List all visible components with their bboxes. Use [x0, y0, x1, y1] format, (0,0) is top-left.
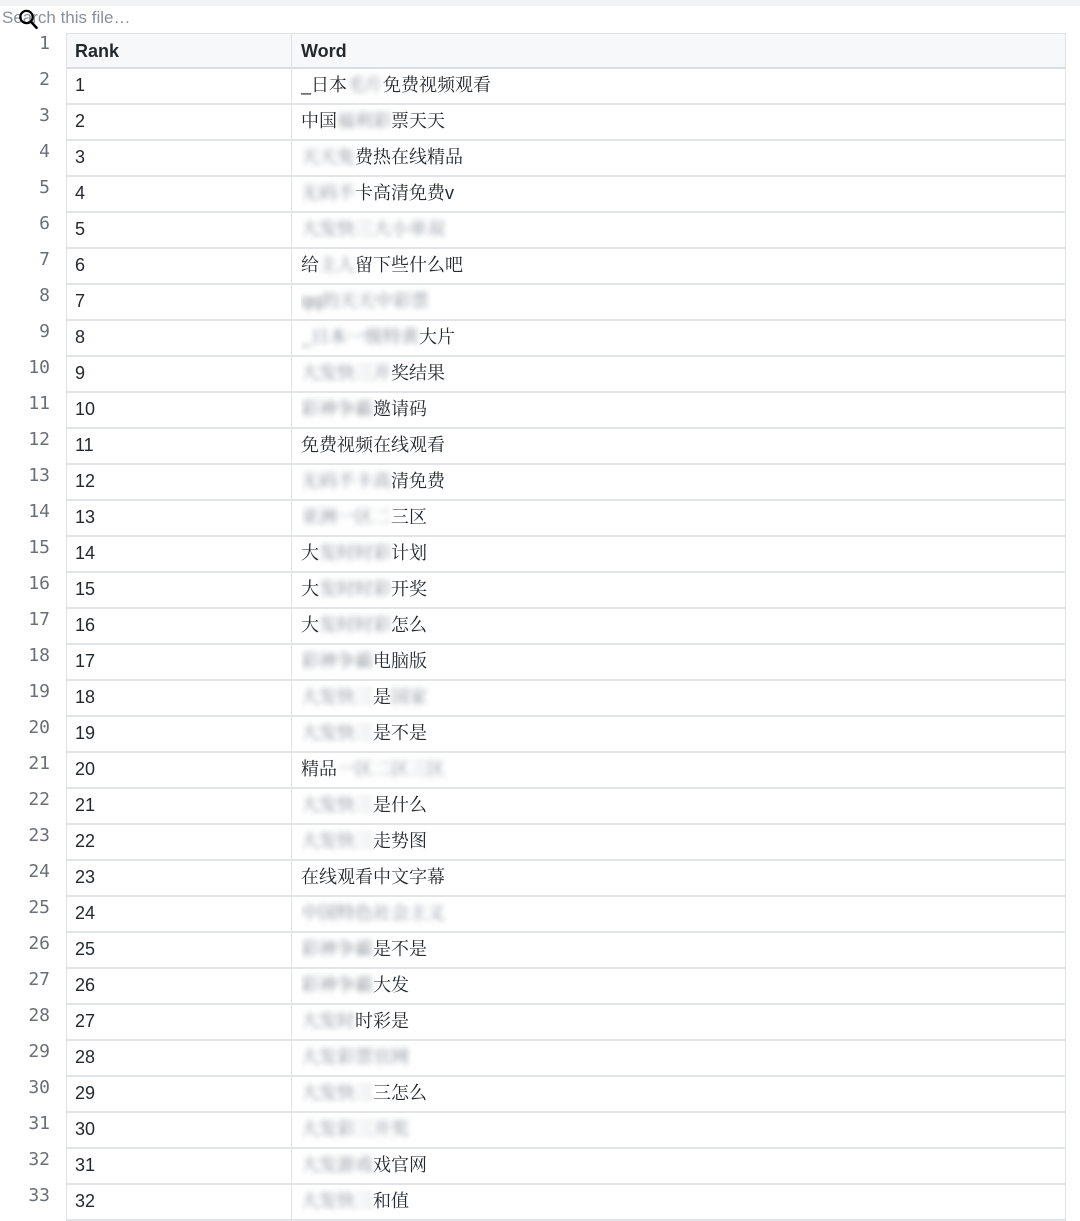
table-header — [67, 34, 1065, 69]
rank-cell: 19 — [75, 723, 96, 743]
word-text: 和值 — [373, 1191, 409, 1211]
word-cell — [301, 789, 1061, 823]
word-text: 票天天 — [391, 111, 445, 131]
redacted-text: 发时时彩 — [319, 579, 391, 599]
word-cell — [301, 1041, 1061, 1075]
redacted-text: 大发快三 — [301, 795, 373, 815]
rank-cell: 31 — [75, 1155, 96, 1175]
redacted-text: 彩神争霸 — [301, 975, 373, 995]
rank-cell: 21 — [75, 795, 96, 815]
rank-cell: 1 — [75, 75, 86, 95]
line-number[interactable]: 33 — [28, 1185, 50, 1206]
table-row — [67, 897, 1065, 933]
redacted-text: 大发快三开 — [301, 363, 391, 383]
table-row — [67, 213, 1065, 249]
word-cell — [301, 609, 1061, 643]
word-text: 留下些什么吧 — [355, 255, 463, 275]
word-text: 计划 — [391, 543, 427, 563]
word-cell — [301, 69, 1061, 103]
table-row — [67, 825, 1065, 861]
word-text: 大发 — [373, 975, 409, 995]
word-cell — [301, 897, 1061, 931]
word-cell — [301, 1077, 1061, 1111]
rank-cell: 10 — [75, 399, 96, 419]
redacted-text: 主人 — [319, 255, 355, 275]
word-cell — [301, 357, 1061, 391]
word-cell — [301, 213, 1061, 247]
word-text: 大片 — [419, 327, 456, 347]
word-cell — [301, 1149, 1061, 1183]
word-text: 精品 — [301, 759, 337, 779]
word-text: 走势图 — [373, 831, 427, 851]
table-row — [67, 537, 1065, 573]
word-text: 三区 — [391, 507, 427, 527]
word-cell — [301, 573, 1061, 607]
rank-cell: 14 — [75, 543, 96, 563]
word-text: 戏官网 — [373, 1155, 427, 1175]
word-text: 怎么 — [391, 615, 427, 635]
table-row — [67, 933, 1065, 969]
word-text: _日本 — [301, 75, 348, 95]
word-text: 大 — [301, 543, 319, 563]
redacted-text: 大发游戏 — [301, 1155, 373, 1175]
redacted-text: 大发快三 — [301, 1083, 373, 1103]
redacted-text: 彩神争霸 — [301, 651, 373, 671]
rank-cell: 2 — [75, 111, 86, 131]
rank-cell: 9 — [75, 363, 86, 383]
redacted-text: 大发彩三开奖 — [301, 1119, 409, 1139]
word-cell — [301, 1005, 1061, 1039]
redacted-text: 大发快三 — [301, 831, 373, 851]
rank-cell: 20 — [75, 759, 96, 779]
redacted-text: 国家 — [391, 687, 427, 707]
table-row — [67, 609, 1065, 645]
line-number[interactable]: 8 — [39, 285, 50, 306]
redacted-text: 毛片 — [347, 75, 384, 95]
redacted-text: 大发时 — [301, 1011, 355, 1031]
line-number[interactable]: 10 — [28, 357, 50, 378]
rank-cell: 26 — [75, 975, 96, 995]
line-number[interactable]: 2 — [39, 69, 50, 90]
word-cell — [301, 429, 1061, 463]
word-text: 费热在线精品 — [355, 147, 463, 167]
line-number[interactable]: 9 — [39, 321, 50, 342]
rank-cell: 13 — [75, 507, 96, 527]
rank-cell: 24 — [75, 903, 96, 923]
redacted-text: 大发快三大小单双 — [301, 219, 445, 239]
table-row — [67, 501, 1065, 537]
table-row — [67, 177, 1065, 213]
rank-cell: 4 — [75, 183, 86, 203]
word-cell — [301, 645, 1061, 679]
line-number[interactable]: 11 — [28, 393, 50, 414]
table-row — [67, 393, 1065, 429]
line-number[interactable]: 17 — [28, 609, 50, 630]
table-row — [67, 645, 1065, 681]
rank-cell: 3 — [75, 147, 86, 167]
word-text: 三怎么 — [373, 1083, 427, 1103]
word-cell — [301, 249, 1061, 283]
line-number[interactable]: 14 — [28, 501, 50, 522]
table-row — [67, 1113, 1065, 1149]
line-number[interactable]: 24 — [28, 861, 50, 882]
word-text: 大 — [301, 579, 319, 599]
line-number[interactable]: 5 — [39, 177, 50, 198]
line-number[interactable]: 30 — [28, 1077, 50, 1098]
table-row — [67, 969, 1065, 1005]
line-number[interactable]: 12 — [28, 429, 50, 450]
line-number[interactable]: 25 — [28, 897, 50, 918]
rank-cell: 5 — [75, 219, 86, 239]
csv-table — [66, 33, 1066, 1221]
table-row — [67, 1041, 1065, 1077]
table-row — [67, 465, 1065, 501]
redacted-text: 福利彩 — [337, 111, 391, 131]
line-number[interactable]: 18 — [28, 645, 50, 666]
rank-cell: 11 — [75, 435, 94, 455]
redacted-text: 亚洲一区二 — [301, 507, 391, 527]
rank-cell: 16 — [75, 615, 96, 635]
rank-cell: 17 — [75, 651, 96, 671]
table-row — [67, 105, 1065, 141]
redacted-text: 发时时彩 — [319, 543, 391, 563]
word-text: 奖结果 — [391, 363, 445, 383]
word-cell — [301, 681, 1061, 715]
word-cell — [301, 1113, 1061, 1147]
table-row — [67, 357, 1065, 393]
word-text: 中国 — [301, 111, 337, 131]
line-number[interactable]: 4 — [39, 141, 50, 162]
word-cell — [301, 717, 1061, 751]
redacted-text: 无码不卡高 — [301, 471, 391, 491]
word-cell — [301, 465, 1061, 499]
table-row — [67, 1149, 1065, 1185]
rank-cell: 12 — [75, 471, 96, 491]
line-number[interactable]: 21 — [28, 753, 50, 774]
table-row — [67, 717, 1065, 753]
word-cell — [301, 537, 1061, 571]
rank-cell: 27 — [75, 1011, 96, 1031]
word-cell — [301, 285, 1061, 319]
word-text: 卡高清免费v — [355, 183, 454, 203]
word-text: 是不是 — [373, 723, 427, 743]
rank-cell: 30 — [75, 1119, 96, 1139]
redacted-text: 天天免 — [301, 147, 355, 167]
redacted-text: 大发彩票官网 — [301, 1047, 409, 1067]
word-text: 是什么 — [373, 795, 427, 815]
rank-cell: 25 — [75, 939, 96, 959]
word-text: 在线观看中文字幕 — [301, 867, 445, 887]
word-text: 给 — [301, 255, 319, 275]
line-number[interactable]: 13 — [28, 465, 50, 486]
word-text: 清免费 — [391, 471, 445, 491]
line-number[interactable]: 27 — [28, 969, 50, 990]
line-number[interactable]: 22 — [28, 789, 50, 810]
word-cell — [301, 1185, 1061, 1219]
table-row — [67, 1077, 1065, 1113]
line-number[interactable]: 20 — [28, 717, 50, 738]
table-row — [67, 861, 1065, 897]
rank-cell: 18 — [75, 687, 96, 707]
redacted-text: 中国特色社会主义 — [301, 903, 445, 923]
word-cell — [301, 105, 1061, 139]
word-cell — [301, 969, 1061, 1003]
redacted-text: _日本一级特黄 — [301, 327, 420, 347]
table-row — [67, 285, 1065, 321]
word-text: 是不是 — [373, 939, 427, 959]
redacted-text: 大发快三 — [301, 687, 373, 707]
word-cell — [301, 141, 1061, 175]
rank-cell: 6 — [75, 255, 86, 275]
rank-cell: 8 — [75, 327, 86, 347]
word-text: 免费视频观看 — [383, 75, 492, 95]
word-cell — [301, 501, 1061, 535]
rank-cell: 15 — [75, 579, 96, 599]
table-row — [67, 753, 1065, 789]
redacted-text: 一区二区三区 — [337, 759, 445, 779]
word-cell — [301, 933, 1061, 967]
table-row — [67, 789, 1065, 825]
table-row — [67, 1185, 1065, 1221]
rank-cell: 32 — [75, 1191, 96, 1211]
redacted-text: 大发快三 — [301, 1191, 373, 1211]
table-row — [67, 429, 1065, 465]
word-text: 免费视频在线观看 — [301, 435, 445, 455]
redacted-text: 无码不 — [301, 183, 355, 203]
line-number[interactable]: 15 — [28, 537, 50, 558]
redacted-text: qq的天天中彩票 — [301, 291, 430, 311]
rank-cell: 28 — [75, 1047, 96, 1067]
line-number[interactable]: 32 — [28, 1149, 50, 1170]
redacted-text: 大发快三 — [301, 723, 373, 743]
redacted-text: 彩神争霸 — [301, 939, 373, 959]
word-text: 时彩是 — [355, 1011, 409, 1031]
table-row — [67, 1005, 1065, 1041]
line-number[interactable]: 28 — [28, 1005, 50, 1026]
line-number[interactable]: 31 — [28, 1113, 50, 1134]
word-cell — [301, 177, 1061, 211]
word-cell — [301, 393, 1061, 427]
line-number[interactable]: 7 — [39, 249, 50, 270]
word-cell — [301, 321, 1061, 355]
table-row — [67, 681, 1065, 717]
line-number[interactable]: 23 — [28, 825, 50, 846]
line-number[interactable]: 19 — [28, 681, 50, 702]
word-cell — [301, 753, 1061, 787]
word-cell — [301, 825, 1061, 859]
line-number[interactable]: 6 — [39, 213, 50, 234]
rank-cell: 22 — [75, 831, 96, 851]
column-header-word[interactable]: Word — [301, 41, 347, 61]
rank-cell: 7 — [75, 291, 86, 311]
line-number[interactable]: 26 — [28, 933, 50, 954]
word-text: 开奖 — [391, 579, 427, 599]
word-text: 大 — [301, 615, 319, 635]
rank-cell: 23 — [75, 867, 96, 887]
search-input[interactable] — [0, 6, 522, 30]
line-number[interactable]: 3 — [39, 105, 50, 126]
word-cell — [301, 861, 1061, 895]
redacted-text: 发时时彩 — [319, 615, 391, 635]
line-number[interactable]: 29 — [28, 1041, 50, 1062]
table-row — [67, 69, 1065, 105]
line-number[interactable]: 16 — [28, 573, 50, 594]
file-search-bar — [0, 6, 1064, 30]
rank-cell: 29 — [75, 1083, 96, 1103]
redacted-text: 彩神争霸 — [301, 399, 373, 419]
line-number[interactable]: 1 — [39, 33, 50, 54]
table-row — [67, 249, 1065, 285]
table-row — [67, 321, 1065, 357]
word-text: 电脑版 — [373, 651, 427, 671]
word-text: 是 — [373, 687, 391, 707]
word-text: 邀请码 — [373, 399, 427, 419]
table-row — [67, 141, 1065, 177]
table-row — [67, 573, 1065, 609]
column-header-rank[interactable]: Rank — [75, 41, 120, 61]
